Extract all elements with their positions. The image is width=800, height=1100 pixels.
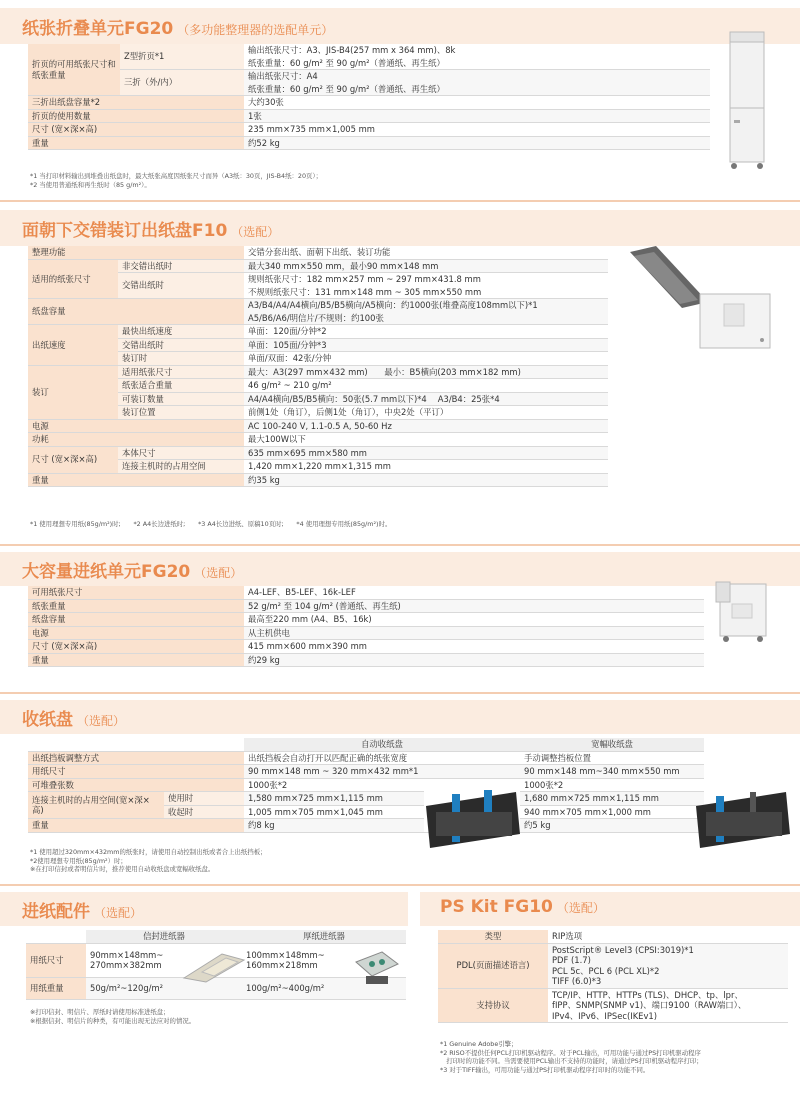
s5-header-envelope: 信封进纸器 [86, 930, 242, 943]
s4-k-size: 用纸尺寸 [28, 765, 244, 779]
s1-v6: 235 mm×735 mm×1,005 mm [244, 123, 710, 137]
auto-tray-image [422, 786, 522, 854]
s1-k4: 三折出纸盘容量*2 [28, 96, 244, 110]
s1-v5: 1张 [244, 109, 710, 123]
section3-separator [0, 692, 800, 694]
s2-v-staplespeed: 单面/双面：42张/分钟 [244, 352, 608, 366]
s6-notes: *1 Genuine Adobe引擎； *2 RISO不提供任何PCL打印机驱动程序。对于PCL输出，可用功能与通过PS打印机驱动程序 打印时的功能不同。当需要使用PCL输出不支持的功能时，请通过PS打印机驱动程序打印； *3 对于TIFF输出，可用功能与通过PS打印机驱动程序打印时的功能不同。 [440, 1040, 703, 1074]
s2-k2-nonoffset: 非交错出纸时 [118, 259, 244, 273]
s2-k-finish: 整理功能 [28, 246, 244, 259]
s4-v-size-wide: 90 mm×148 mm~340 mm×550 mm [520, 765, 704, 779]
s4-k-guide: 出纸挡板调整方式 [28, 751, 244, 765]
section5-title: 进纸配件 （选配） [22, 902, 143, 922]
section1-table [28, 44, 710, 150]
s2-k-power: 电源 [28, 419, 244, 433]
s2-k2-body: 本体尺寸 [118, 446, 244, 460]
section4-table [28, 738, 704, 833]
s2-k2-staplecount: 可装订数量 [118, 392, 244, 406]
s3-k2: 纸盘容量 [28, 613, 244, 627]
s5-k-weight: 用纸重量 [26, 977, 86, 999]
s6-k-pdl: PDL(页面描述语言) [438, 943, 548, 988]
s2-k-staple: 装订 [28, 365, 118, 419]
s5-v-size-thick: 100mm×148mm~ 160mm×218mm [242, 943, 406, 977]
s4-v-stored-wide: 940 mm×705 mm×1,000 mm [520, 805, 704, 819]
s2-k2-stapleposition: 装订位置 [118, 406, 244, 420]
s1-v3: 纸张重量：60 g/m² 至 90 g/m²（普通纸、再生纸） [244, 83, 710, 96]
s6-k-protocol: 支持协议 [438, 988, 548, 1023]
s4-v-stored-auto: 1,005 mm×705 mm×1,045 mm [244, 805, 424, 819]
section2-separator [0, 544, 800, 546]
s2-v-nonoffset: 最大340 mm×550 mm，最小90 mm×148 mm [244, 259, 608, 273]
s2-v-footprint: 1,420 mm×1,220 mm×1,315 mm [244, 460, 608, 474]
s1-k7: 重量 [28, 136, 244, 150]
s2-v-body: 635 mm×695 mm×580 mm [244, 446, 608, 460]
section4-separator [0, 884, 800, 886]
s2-v-staplesize: 最大：A3(297 mm×432 mm) 最小：B5横向(203 mm×182 mm) [244, 365, 608, 379]
s1-k5: 折页的使用数量 [28, 109, 244, 123]
s5-v-size-envelope: 90mm×148mm~ 270mm×382mm [86, 943, 242, 977]
s2-k2-staplespeed: 装订时 [118, 352, 244, 366]
s2-v-consumption: 最大100W以下 [244, 433, 608, 447]
section6-table [438, 930, 788, 1023]
s2-v-capacity1: A3/B4/A4/A4横向/B5/B5横向/A5横向：约1000张(堆叠高度108mm以下)*1 [244, 299, 608, 312]
s2-k-dimensions: 尺寸 (宽×深×高) [28, 446, 118, 473]
s2-k2-maxspeed: 最快出纸速度 [118, 325, 244, 339]
s2-notes: *1 使用理想专用纸(85g/m²)时; *2 A4长边进纸时; *3 A4长边进纸、原稿10页时; *4 使用理想专用纸(85g/m²)时。 [30, 520, 392, 528]
s4-v-weight-auto: 约8 kg [244, 819, 424, 833]
s2-k-consumption: 功耗 [28, 433, 244, 447]
s3-k5: 重量 [28, 653, 244, 667]
section2-title: 面朝下交错装订出纸盘F10 （选配） [22, 221, 280, 241]
s3-v3: 从主机供电 [244, 626, 704, 640]
s1-k2-zfold: Z型折页*1 [120, 44, 244, 70]
s2-k2-staplesize: 适用纸张尺寸 [118, 365, 244, 379]
s4-v-guide-wide: 手动调整挡板位置 [520, 751, 704, 765]
s4-v-stack-auto: 1000张*2 [244, 778, 424, 792]
s4-v-size-auto: 90 mm×148 mm ~ 320 mm×432 mm*1 [244, 765, 520, 779]
s4-k-weight: 重量 [28, 819, 244, 833]
s2-v-offset2: 不规则纸张尺寸：131 mm×148 mm ~ 305 mm×550 mm [244, 286, 608, 299]
section4-title: 收纸盘 （选配） [22, 710, 126, 730]
s3-v0: A4-LEF、B5-LEF、16k-LEF [244, 586, 704, 599]
section3-table [28, 586, 704, 667]
s4-header-wide: 宽幅收纸盘 [520, 738, 704, 751]
s3-v5: 约29 kg [244, 653, 704, 667]
s4-k-stack: 可堆叠张数 [28, 778, 244, 792]
section3-title: 大容量进纸单元FG20 （选配） [22, 562, 243, 582]
s4-blank-header [28, 738, 244, 751]
s4-v-guide-auto: 出纸挡板会自动打开以匹配正确的纸张宽度 [244, 751, 520, 765]
s4-header-auto: 自动收纸盘 [244, 738, 520, 751]
s2-k2-stapleweight: 纸张适合重量 [118, 379, 244, 393]
stacker-tray-image [628, 242, 778, 354]
s2-k-capacity: 纸盘容量 [28, 299, 244, 325]
s5-blank-header [26, 930, 86, 943]
s1-v0: 输出纸张尺寸：A3、JIS-B4(257 mm x 364 mm)、8k [244, 44, 710, 57]
s3-k1: 纸张重量 [28, 599, 244, 613]
section1-title: 纸张折叠单元FG20 （多功能整理器的选配单元） [22, 19, 334, 39]
s5-notes: ※打印信封、明信片、厚纸时请使用标准进纸盘； ※根据信封、明信片的种类，有可能出现无法应对的情况。 [30, 1008, 196, 1025]
section1-separator [0, 200, 800, 202]
s2-v-weight: 约35 kg [244, 473, 608, 487]
s2-v-stapleweight: 46 g/m² ~ 210 g/m² [244, 379, 608, 393]
s3-v4: 415 mm×600 mm×390 mm [244, 640, 704, 654]
s2-k2-footprint: 连接主机时的占用空间 [118, 460, 244, 474]
s4-k-footprint: 连接主机时的占用空间(宽×深×高) [28, 792, 164, 819]
s2-v-finish: 交错分套出纸、面朝下出纸、装订功能 [244, 246, 608, 259]
s5-header-thick: 厚纸进纸器 [242, 930, 406, 943]
section6-title: PS Kit FG10 （选配） [440, 897, 605, 917]
s1-v4: 大约30张 [244, 96, 710, 110]
s6-k-type: 类型 [438, 930, 548, 943]
s2-v-stapleposition: 前侧1处（角订），后侧1处（角订），中央2处（平订） [244, 406, 608, 420]
s1-v2: 输出纸张尺寸：A4 [244, 70, 710, 83]
s4-v-weight-wide: 约5 kg [520, 819, 704, 833]
s3-v1: 52 g/m² 至 104 g/m² (普通纸、再生纸) [244, 599, 704, 613]
s2-k-size: 适用的纸张尺寸 [28, 259, 118, 299]
s2-k-speed: 出纸速度 [28, 325, 118, 366]
s2-v-offsetspeed: 单面：105面/分钟*3 [244, 338, 608, 352]
s4-v-inuse-wide: 1,680 mm×725 mm×1,115 mm [520, 792, 704, 806]
s1-k6: 尺寸 (宽×深×高) [28, 123, 244, 137]
s1-k2-trifold: 三折（外/内） [120, 70, 244, 96]
s4-v-stack-wide: 1000张*2 [520, 778, 704, 792]
s1-v1: 纸张重量：60 g/m² 至 90 g/m²（普通纸、再生纸） [244, 57, 710, 70]
s6-v-pdl: PostScript® Level3 (CPSI:3019)*1 PDF (1.7) PCL 5c、PCL 6 (PCL XL)*2 TIFF (6.0)*3 [548, 943, 788, 988]
envelope-feeder-image [182, 950, 246, 984]
s2-v-capacity2: A5/B6/A6/明信片/不规则：约100张 [244, 312, 608, 325]
s1-k-fold-size: 折页的可用纸张尺寸和纸张重量 [28, 44, 120, 96]
s3-v2: 最高至220 mm (A4、B5、16k) [244, 613, 704, 627]
s2-k2-offset: 交错出纸时 [118, 273, 244, 299]
s3-k0: 可用纸张尺寸 [28, 586, 244, 599]
s6-v-type: RIP选项 [548, 930, 788, 943]
s6-v-protocol: TCP/IP、HTTP、HTTPs (TLS)、DHCP、tp、lpr、 fIPP、SNMP(SNMP v1)、端口9100（RAW端口）、 IPv4、IPv6、IPSec(IKEv1) [548, 988, 788, 1023]
s3-k3: 电源 [28, 626, 244, 640]
s2-v-offset1: 规则纸张尺寸：182 mm×257 mm ~ 297 mm×431.8 mm [244, 273, 608, 286]
s5-v-weight-envelope: 50g/m²~120g/m² [86, 977, 242, 999]
folding-unit-image [726, 30, 768, 172]
s3-k4: 尺寸 (宽×深×高) [28, 640, 244, 654]
s2-v-staplecount: A4/A4横向/B5/B5横向：50张(5.7 mm以下)*4 A3/B4：25张*4 [244, 392, 608, 406]
feeder-unit-image [714, 574, 772, 644]
s1-notes: *1 当打印材料输出到堆叠出纸盘时，最大纸张高度因纸张尺寸而异（A3纸：30页，JIS-B4纸：20页）； *2 当使用普通纸和再生纸时（85 g/m²）。 [30, 172, 322, 189]
s2-v-power: AC 100-240 V, 1.1-0.5 A, 50-60 Hz [244, 419, 608, 433]
s4-v-inuse-auto: 1,580 mm×725 mm×1,115 mm [244, 792, 424, 806]
section2-table [28, 246, 608, 487]
s4-k2-inuse: 使用时 [164, 792, 244, 806]
wide-tray-image [692, 786, 792, 854]
s5-v-weight-thick: 100g/m²~400g/m² [242, 977, 406, 999]
s4-notes: *1 使用超过320mm×432mm的纸张时，请使用自动控制出纸或者合上出纸挡板； *2使用理想专用纸(85g/m²）时； ※在打印信封或者明信片时，推荐使用自动收纸盘或宽幅收纸盘。 [30, 848, 267, 874]
s2-k2-offsetspeed: 交错出纸时 [118, 338, 244, 352]
s4-k2-stored: 收起时 [164, 805, 244, 819]
thick-feeder-image [352, 950, 402, 988]
s2-k-weight: 重量 [28, 473, 244, 487]
s1-v7: 约52 kg [244, 136, 710, 150]
s5-k-size: 用纸尺寸 [26, 943, 86, 977]
s2-v-maxspeed: 单面：120面/分钟*2 [244, 325, 608, 339]
